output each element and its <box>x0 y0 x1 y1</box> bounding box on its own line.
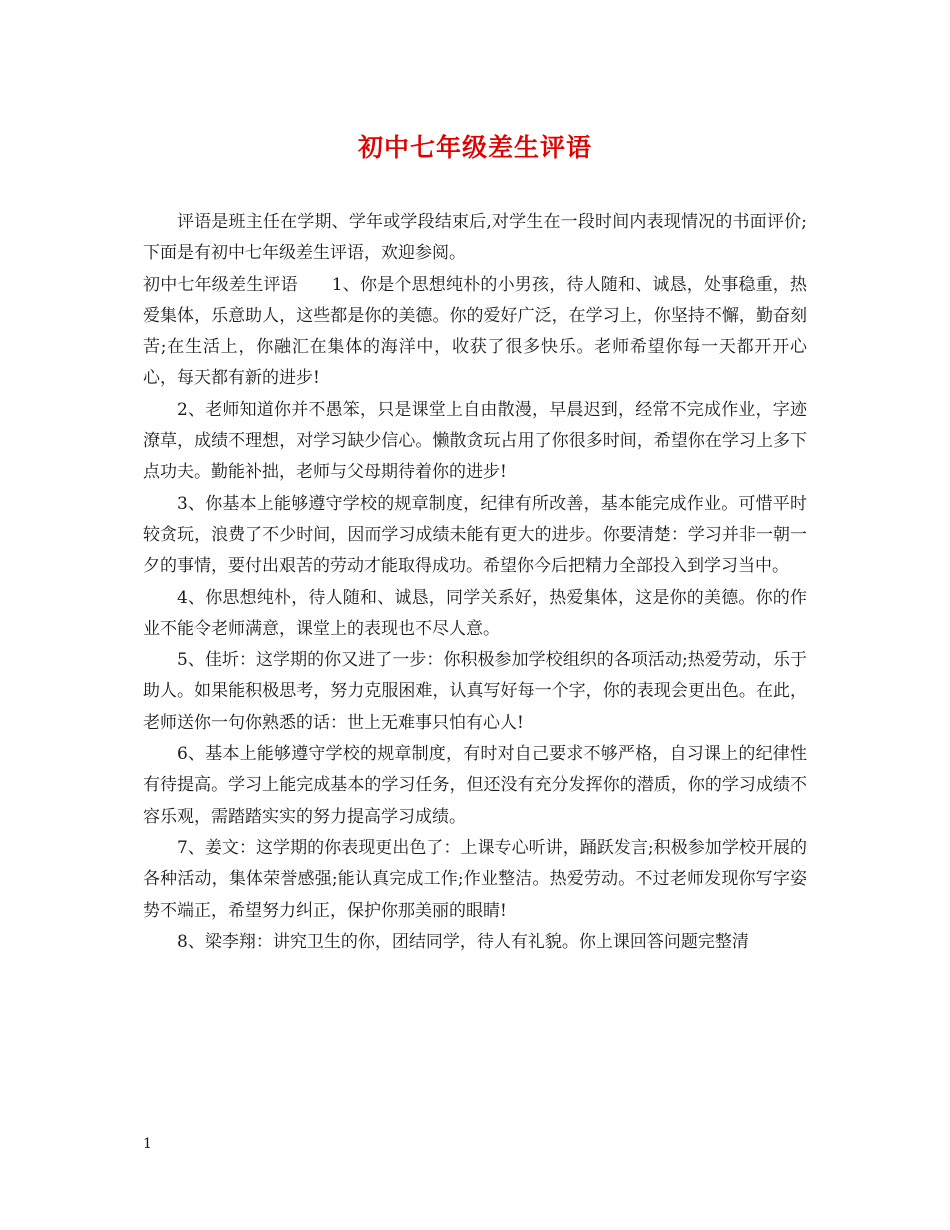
first-entry-paragraph <box>143 270 807 395</box>
document-body <box>143 207 807 958</box>
document-title: 初中七年级差生评语 <box>357 133 592 162</box>
comment-1: 1、你是个思想纯朴的小男孩，待人随和、诚恳，处事稳重，热爱集体，乐意助人，这些都是你的美德。你的爱好广泛，在学习上，你坚持不懈，勤奋刻苦;在生活上，你融汇在集体的海洋中，收获了很多快乐。老师希望你每一天都开开心心，每天都有新的进步! <box>143 274 807 389</box>
comment-3: 3、你基本上能够遵守学校的规章制度，纪律有所改善，基本能完成作业。可惜平时较贪玩，浪费了不少时间，因而学习成绩未能有更大的进步。你要清楚：学习并非一朝一夕的事情，要付出艰苦的劳动才能取得成功。希望你今后把精力全部投入到学习当中。 <box>143 493 807 577</box>
comment-6: 6、基本上能够遵守学校的规章制度，有时对自己要求不够严格，自习课上的纪律性有待提高。学习上能完成基本的学习任务，但还没有充分发挥你的潜质，你的学习成绩不容乐观，需踏踏实实的努力提高学习成绩。 <box>143 744 807 827</box>
comment-5: 5、佳圻：这学期的你又进了一步：你积极参加学校组织的各项活动;热爱劳动，乐于助人。如果能积极思考，努力克服困难，认真写好每一个字，你的表现会更出色。在此，老师送你一句你熟悉的话：世上无难事只怕有心人! <box>143 650 807 733</box>
comment-4: 4、你思想纯朴，待人随和、诚恳，同学关系好，热爱集体，这是你的美德。你的作业不能令老师满意，课堂上的表现也不尽人意。 <box>143 587 807 639</box>
comment-2: 2、老师知道你并不愚笨，只是课堂上自由散漫，早晨迟到，经常不完成作业，字迹潦草，成绩不理想，对学习缺少信心。懒散贪玩占用了你很多时间，希望你在学习上多下点功夫。勤能补拙，老师与父母期待着你的进步! <box>143 399 807 483</box>
page-number: 1 <box>143 1136 152 1152</box>
comment-7: 7、姜文：这学期的你表现更出色了：上课专心听讲，踊跃发言;积极参加学校开展的各种活动，集体荣誉感强;能认真完成工作;作业整洁。热爱劳动。不过老师发现你写字姿势不端正，希望努力纠正，保护你那美丽的眼睛! <box>143 837 807 921</box>
section-heading: 初中七年级差生评语 <box>143 274 298 295</box>
intro-paragraph: 评语是班主任在学期、学年或学段结束后,对学生在一段时间内表现情况的书面评价;下面是有初中七年级差生评语，欢迎参阅。 <box>143 212 807 264</box>
comment-8: 8、梁李翔：讲究卫生的你，团结同学，待人有礼貌。你上课回答问题完整清 <box>177 931 749 952</box>
